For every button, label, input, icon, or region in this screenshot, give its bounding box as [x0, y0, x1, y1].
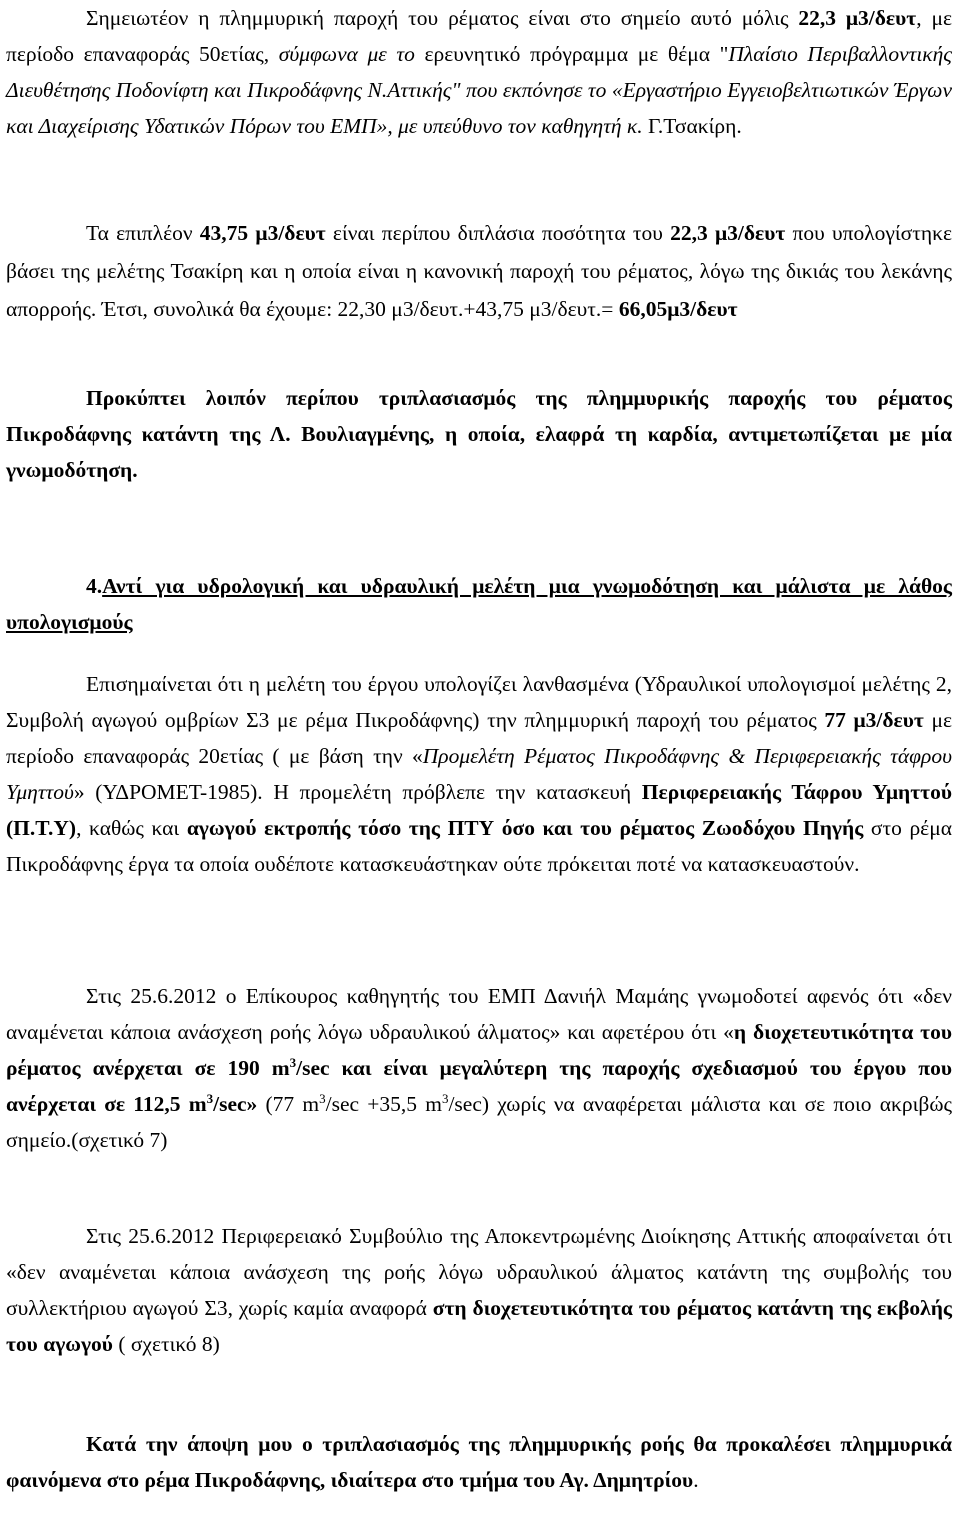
paragraph-3: Προκύπτει λοιπόν περίπου τριπλασιασμός της πλημμυρικής παροχής του ρέματος Πικροδάφνης κατάντη της Λ. Βουλιαγμένης, η οποία, ελαφρά τη καρδία, αντιμετωπίζεται με μία γνωμοδότηση.: [6, 386, 952, 482]
paragraph-2: Τα επιπλέον 43,75 μ3/δευτ είναι περίπου διπλάσια ποσότητα του 22,3 μ3/δευτ που υπολογίστηκε βάσει της μελέτης Τσακίρη και η οποία είναι η κανονική παροχή του ρέματος, λόγω της δικιάς του λεκάνης απορροής. Έτσι, συνολικά θα έχουμε: 22,30 μ3/δευτ.+43,75 μ3/δευτ.= 66,05μ3/δευτ: [6, 221, 953, 321]
section-title: Αντί για υδρολογική και υδραυλική μελέτη μια γνωμοδότηση και μάλιστα με λάθος υπολογισμούς: [6, 574, 952, 634]
paragraph-7: Κατά την άποψη μου ο τριπλασιασμός της πλημμυρικής ροής θα προκαλέσει πλημμυρικά φαινόμενα στο ρέμα Πικροδάφνης, ιδιαίτερα στο τμήμα του Αγ. Δημητρίου.: [6, 1432, 952, 1492]
paragraph-4: Επισημαίνεται ότι η μελέτη του έργου υπολογίζει λανθασμένα (Υδραυλικοί υπολογισμοί μελέτης 2, Συμβολή αγωγού ομβρίων Σ3 με ρέμα Πικροδάφνης) την πλημμυρική παροχή του ρέματος 77 μ3/δευτ με περίοδο επαναφοράς 20ετίας ( με βάση την «Προμελέτη Ρέματος Πικροδάφνης & Περιφερειακής τάφρου Υμηττού» (ΥΔΡΟΜΕΤ-1985). Η προμελέτη πρόβλεπε την κατασκευή Περιφερειακής Τάφρου Υμηττού (Π.Τ.Υ), καθώς και αγωγού εκτροπής τόσο της ΠΤΥ όσο και του ρέματος Ζωοδόχου Πηγής στο ρέμα Πικροδάφνης έργα τα οποία ουδέποτε κατασκευάστηκαν ούτε πρόκειται ποτέ να κατασκευαστούν.: [6, 672, 952, 876]
paragraph-6: Στις 25.6.2012 Περιφερειακό Συμβούλιο της Αποκεντρωμένης Διοίκησης Αττικής αποφαίνεται ότι «δεν αναμένεται κάποια ανάσχεση της ροής λόγω υδραυλικού άλματος κατάντη της συμβολής του συλλεκτήριου αγωγού Σ3, χωρίς καμία αναφορά στη διοχετευτικότητα του ρέματος κατάντη της εκβολής του αγωγού ( σχετικό 8): [6, 1224, 952, 1356]
section-number: 4.: [86, 574, 103, 598]
paragraph-1: Σημειωτέον η πλημμυρική παροχή του ρέματος είναι στο σημείο αυτό μόλις 22,3 μ3/δευτ, με περίοδο επαναφοράς 50ετίας, σύμφωνα με το ερευνητικό πρόγραμμα με θέμα "Πλαίσιο Περιβαλλοντικής Διευθέτησης Ποδονίφτη και Πικροδάφνης Ν.Αττικής" που εκπόνησε το «Εργαστήριο Εγγειοβελτιωτικών Έργων και Διαχείρισης Υδατικών Πόρων του ΕΜΠ», με υπεύθυνο τον καθηγητή κ. Γ.Τσακίρη.: [6, 6, 953, 138]
paragraph-5: Στις 25.6.2012 ο Επίκουρος καθηγητής του ΕΜΠ Δανιήλ Μαμάης γνωμοδοτεί αφενός ότι «δεν αναμένεται κάποια ανάσχεση ροής λόγω υδραυλικού άλματος» και αφετέρου ότι «η διοχετευτικότητα του ρέματος ανέρχεται σε 190 $m^3/\sec$ και είναι μεγαλύτερη της παροχής σχεδιασμού του έργου που ανέρχεται σε 112,5 $m^3/\sec$» (77 $m^3/\sec +35,5$ $m^3/\sec$) χωρίς να αναφέρεται μάλιστα και σε ποιο ακριβώς σημείο.(σχετικό 7): [6, 984, 952, 1152]
section-heading: [6, 568, 952, 640]
